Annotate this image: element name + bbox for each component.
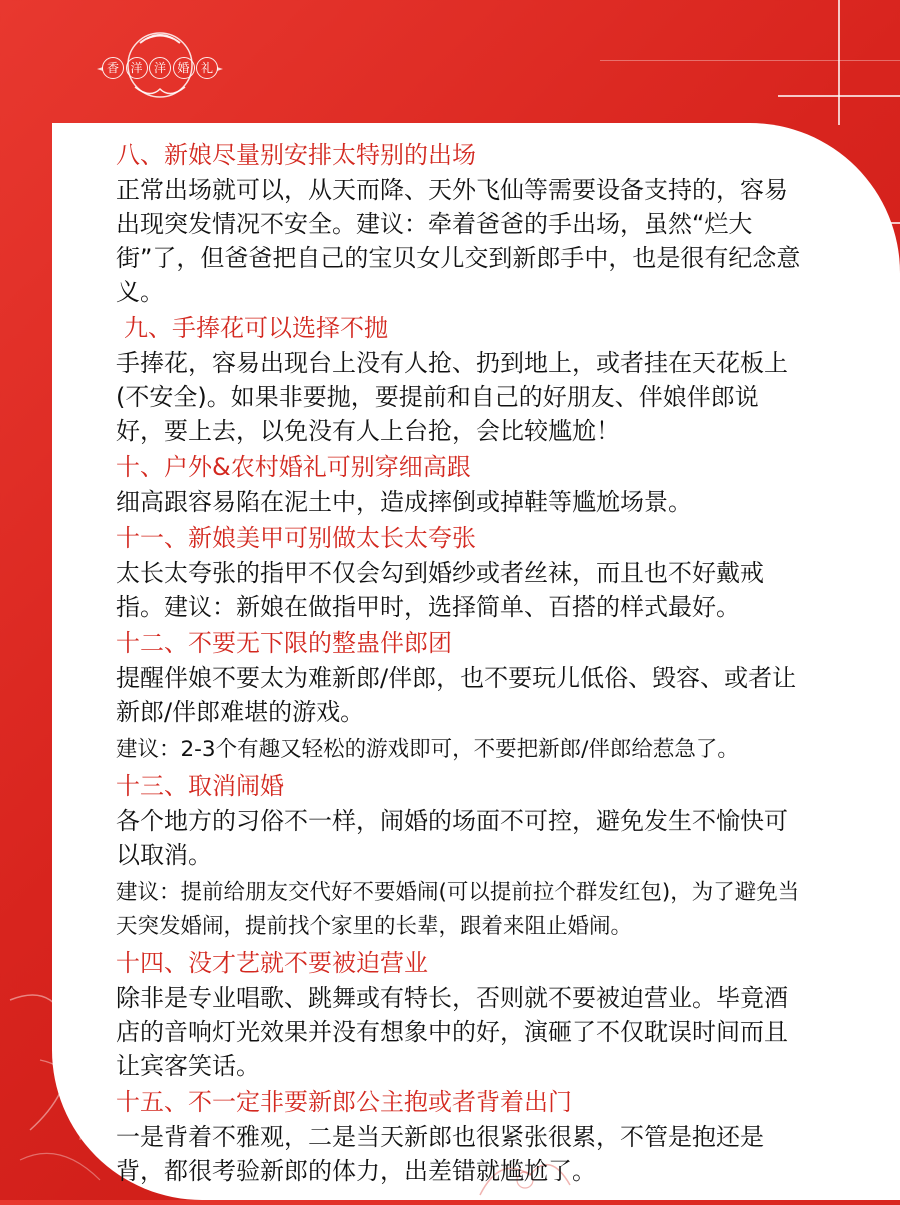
section-heading: 十、户外&农村婚礼可别穿细高跟 xyxy=(116,453,471,481)
section-10 xyxy=(116,452,806,519)
logo-char: 香 xyxy=(102,57,124,79)
section-paragraph: 各个地方的习俗不一样，闹婚的场面不可控，避免发生不愉快可以取消。 xyxy=(116,807,788,869)
section-heading: 十一、新娘美甲可别做太长太夸张 xyxy=(116,524,476,552)
section-14 xyxy=(116,948,806,1083)
section-paragraph: 细高跟容易陷在泥土中，造成摔倒或掉鞋等尴尬场景。 xyxy=(116,488,692,516)
decor-line-top-right-vertical xyxy=(838,0,840,125)
section-paragraph: 建议：2-3个有趣又轻松的游戏即可，不要把新郎/伴郎给惹急了。 xyxy=(116,737,739,762)
section-13 xyxy=(116,771,806,944)
decor-line-right-horizontal xyxy=(778,95,900,97)
section-paragraph: 正常出场就可以，从天而降、天外飞仙等需要设备支持的，容易出现突发情况不安全。建议：牵着爸爸的手出场，虽然“烂大街”了，但爸爸把自己的宝贝女儿交到新郎手中，也是很有纪念意义。 xyxy=(116,176,801,306)
section-11 xyxy=(116,523,806,624)
section-paragraph: 太长太夸张的指甲不仅会勾到婚纱或者丝袜，而且也不好戴戒指。建议：新娘在做指甲时，选择简单、百搭的样式最好。 xyxy=(116,559,764,621)
section-paragraph: 手捧花，容易出现台上没有人抢、扔到地上，或者挂在天花板上(不安全)。如果非要抛，要提前和自己的好朋友、伴娘伴郎说好，要上去，以免没有人上台抢，会比较尴尬！ xyxy=(116,349,788,445)
section-heading: 十五、不一定非要新郎公主抱或者背着出门 xyxy=(116,1088,572,1116)
logo-char: 洋 xyxy=(149,57,171,79)
section-paragraph: 一是背着不雅观，二是当天新郎也很紧张很累，不管是抱还是背，都很考验新郎的体力，出差错就尴尬了。 xyxy=(116,1123,764,1185)
section-heading: 十四、没才艺就不要被迫营业 xyxy=(116,949,428,977)
logo-char: 礼 xyxy=(196,57,218,79)
section-9 xyxy=(116,313,806,448)
decor-line-top-horizontal xyxy=(600,60,900,61)
logo-text xyxy=(102,57,218,79)
logo-char: 洋 xyxy=(126,57,148,79)
section-heading: 九、手捧花可以选择不抛 xyxy=(124,314,388,342)
section-paragraph: 除非是专业唱歌、跳舞或有特长，否则就不要被迫营业。毕竟酒店的音响灯光效果并没有想象中的好，演砸了不仅耽误时间而且让宾客笑话。 xyxy=(116,984,788,1080)
brand-logo xyxy=(95,25,225,105)
section-15 xyxy=(116,1087,806,1188)
section-12 xyxy=(116,628,806,767)
section-heading: 十二、不要无下限的整蛊伴郎团 xyxy=(116,629,452,657)
section-paragraph: 建议：提前给朋友交代好不要婚闹(可以提前拉个群发红包)，为了避免当天突发婚闹，提前找个家里的长辈，跟着来阻止婚闹。 xyxy=(116,880,800,939)
article-content xyxy=(116,140,806,1192)
logo-char: 婚 xyxy=(173,57,195,79)
section-paragraph: 提醒伴娘不要太为难新郎/伴郎，也不要玩儿低俗、毁容、或者让新郎/伴郎难堪的游戏。 xyxy=(116,664,797,726)
section-8 xyxy=(116,140,806,309)
section-heading: 八、新娘尽量别安排太特别的出场 xyxy=(116,141,476,169)
section-heading: 十三、取消闹婚 xyxy=(116,772,284,800)
